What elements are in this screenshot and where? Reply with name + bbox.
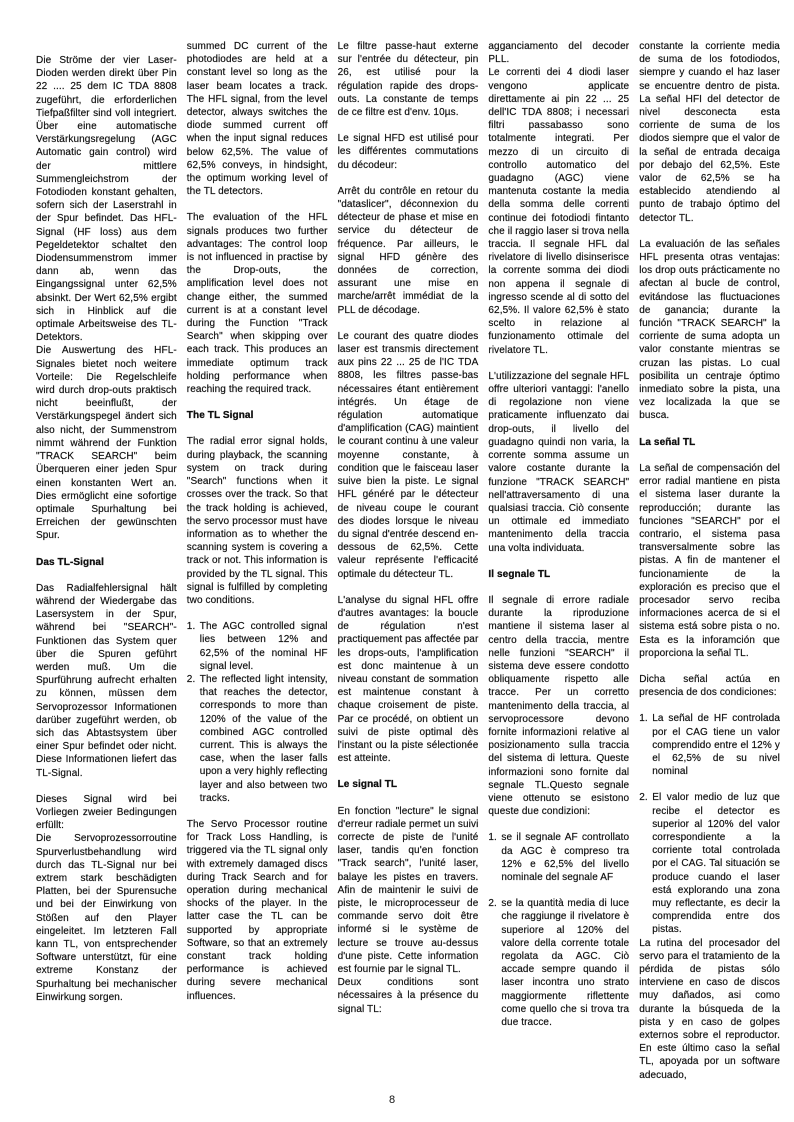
paragraph: Die Ströme der vier Laser-Dioden werden direkt über Pin 22 .... 25 dem IC TDA 8808 zugeführt, die erforderlichen Tiefpaßfilter sind voll integriert. Über eine automatische Verstärkungsregelung (AGC Automatic gain control) wird der mittlere Summengleichstrom der Fotodioden konstant gehalten, sofern sich der Laserstrahl in der Spur befindet. Das HFL-Signal (HF loss) aus dem Pegeldetektor schaltet den Diodensummenstrom immer dann ab, wenn das Eingangssignal unter 62,5% absinkt. Der Wert 62,5% ergibt sich in Hinblick auf die optimale Arbeitsweise des TL-Detektors. [36,55,177,344]
paragraph: agganciamento del decoder PLL. [488,41,630,66]
numbered-list-item [639,712,780,778]
page-number: 8 [388,1094,396,1106]
paragraph: Das Radialfehlersignal hält während der Wiedergabe das Lasersystem in der Spur, während bei "SEARCH"-Funktionen das System quer über die Spuren geführt werden muß. Um die Spurführung aufrecht erhalten zu können, müssen dem Servoprozessor Informationen darüber zugeführt werden, ob sich das Abtastsystem über einer Spur befindet oder nicht. Diese Informationen liefert das TL-Signal. [36,582,177,779]
paragraph: constante la corriente media de suma de los fotodiodos, siempre y cuando el haz laser se encuentre dentro de pista. La señal HFI del detector de nivel desconecta esta corriente de suma de los diodos siempre que el valor de la señal de entrada decaiga por debajo del 62,5%. Este valor de 62,5% se ha establecido atendiendo al punto de trabajo óptimo del detector TL. [639,41,780,224]
paragraph: Le courant des quatre diodes laser est transmis directement aux pins 22 ... 25 de l'IC TDA 8808, les filtres passe-bas nécessaires étant entièrement intégrés. Un étage de régulation automatique d'amplification (CAG) maintient le courant continu à une valeur moyenne constante, à condition que le faisceau laser suive bien la piste. Le signal HFL généré par le détecteur de niveau coupe le courant des diodes lorsque le niveau du signal d'entrée descend en-dessous de 62,5%. Cette valeur représente l'efficacité optimale du détecteur TL. [337,330,479,580]
paragraph: La evaluación de las señales HFL presenta otras ventajas: los drop outs prácticamente no afectan al bucle de control, evitándose las fluctuaciones de ganancia; durante la función "TRACK SEARCH" la corriente de suma adopta un valor constante mientras se cruzan las pistas. Lo cual posibilita un centraje óptimo inmediato sobre la pista, una vez localizada la que se busca. [639,238,780,422]
paragraph: Die Servoprozessorroutine Spurverlustbehandlung wird durch das TL-Signal nur bei extrem stark beschädigten Platten, bei der Spurensuche und bei der Einwirkung von Stößen auf den Player eingeleitet. Im letzteren Fall kann TL, von entsprechender Software unterstützt, für eine extreme Konstanz der Spurhaltung bei mechanischer Einwirkung sorgen. [36,833,177,1003]
section-heading: Das TL-Signal [36,556,104,568]
list-item-text: La señal de HF controlada por el CAG tiene un valor comprendido entre el 12% y el 62,5% de su nivel nominal [652,713,780,778]
list-item-number: 2. [639,792,648,804]
numbered-list-item [639,791,780,936]
paragraph: Dicha señal actúa en presencia de dos condiciones: [639,673,780,699]
list-item-text: The AGC controlled signal lies between 12% and 62,5% of the nominal HF signal level. [199,621,328,672]
list-item-number: 2. [488,898,497,910]
column-italian [488,40,629,1029]
list-item-number: 1. [639,713,648,725]
paragraph: En fonction "lecture" le signal d'erreur radiale permet un suivi correcte de piste de l'unité laser, tandis qu'en fonction "Track search", l'unité laser, balaye les pistes en travers. Afin de maintenir le suivi de piste, le microprocesseur de commande servo doit être informé si le système de lecture se trouve au-dessus d'une piste. Cette information est fournie par le signal TL. [337,805,479,975]
numbered-list-item [488,831,629,884]
numbered-list-item [187,620,328,673]
column-french [338,40,479,1016]
column-english [187,40,328,1003]
paragraph: La señal de compensación del error radial mantiene en pista el sistema laser durante la reproducción; durante las funciones "SEARCH" por el contrario, el sistema pasa transversalmente sobre las pistas. A fin de mantener el funcionamiente de la exploración es preciso que el procesador servo reciba informaciones acerca de si el sistema está sobre pista o no. Esta es la inforamción que proporciona la señal TL. [639,462,780,659]
paragraph: Il segnale di errore radiale durante la riproduzione mantiene il sistema laser al centro della traccia, mentre nelle funzioni "SEARCH" il sistema deve essere condotto obliquamente rispetto alle tracce. Per un corretto mantenimento della traccia, al servoprocessore devono fornite informazioni relative al posizionamento sulla traccia del sistema di lettura. Queste informazioni sono fornite dal segnale TL.Questo segnale viene ottenuto se esistono queste due condizioni: [488,594,630,818]
paragraph: Arrêt du contrôle en retour du "dataslicer", déconnexion du détecteur de phase et mise en service du détecteur de fréquence. Par ailleurs, le signal HFD génère des données de correction, assurant une mise en marche/arrêt immédiat de la PLL de décodage. [337,185,479,316]
numbered-list-item [488,897,629,1029]
list-item-text: El valor medio de luz que recibe el detector es superior al 120% del valor correspondiente a la corriente total controlada por el CAG. Tal situación se produce cuando el laser está explorando una zona muy reflectante, es decir la comprendida entre dos pistas. [652,792,780,936]
paragraph: The Servo Processor routine for Track Loss Handling, is triggered via the TL signal only with extremely damaged discs during Track Search and for operation during mechanical shocks of the player. In the latter case the TL can be supported by appropriate Software, so that an extremely constant track holding performance is achieved during severe mechanical influences. [186,818,328,1002]
paragraph: Dieses Signal wird bei Vorliegen zweier Bedingungen erfüllt: [36,793,177,832]
paragraph: L'utilizzazione del segnale HFL offre ulteriori vantaggi: l'anello di regolazione non viene praticamente influenzato dai drop-outs, il livello del guadagno quindi non varia, la corrente somma assume un valore costante durante la funzione "TRACK SEARCH" nell'attraversamento di una qualsiasi traccia. Ciò consente un ottimale ed immediato mantenimento della traccia una volta individuata. [488,370,630,554]
section-heading: Il segnale TL [488,568,551,580]
paragraph: Le correnti dei 4 diodi laser vengono applicate direttamente ai pin 22 ... 25 dell'IC TDA 8808; i necessari filtri passabasso sono totalmente integrati. Per mezzo di un circuito di controllo automatico del guadagno (AGC) viene mantenuta costante la media della somma delle correnti continue dei fotodiodi fintanto che il raggio laser si trova nella traccia. Il segnale HFL dal rivelatore di livello disinserisce la corrente somma dei diodi non appena il segnale di ingresso scende al di sotto del 62,5%. Il valore 62,5% è stato scelto in relazione al funzionamento ottimale del rivelatore TL. [488,67,630,356]
paragraph: Die Auswertung des HFL-Signales bietet noch weitere Vorteile: Die Regelschleife wird durch drop-outs praktisch nicht beeinflußt, der Verstärkungspegel ändert sich also nicht, der Summenstrom nimmt während der Funktion "TRACK SEARCH" beim Überqueren einer jeden Spur einen konstanten Wert an. Dies ermöglicht eine sofortige optimale Spurhaltung bei Erreichen der gewünschten Spur. [36,345,177,542]
section-heading: La señal TL [639,436,696,448]
list-item-text: The reflected light intensity, that reaches the detector, corresponds to more than 120% of the value of the combined AGC controlled current. This is always the case, when the laser falls upon a very highly reflecting layer and also between two tracks. [199,673,328,804]
paragraph: The evaluation of the HFL signals produces two further advantages: The control loop is not influenced in practise by the Drop-outs, the amplification level does not change either, the summed current is at a constant level during the Function "Track Search" when skipping over each track. This produces an immediate optimum track holding performance when reaching the required track. [186,212,328,396]
paragraph: The radial error signal holds, during playback, the scanning system on track during "Search" functions when it crosses over the track. So that the track holding is achieved, the servo processor must have information as to whether the scanning system is covering a track or not. This information is provided by the TL signal. This signal is fulfilled by completing two conditions. [186,436,328,606]
section-heading: Le signal TL [337,779,398,791]
paragraph: La rutina del procesador del servo para el tratamiento de la pérdida de pistas sólo interviene en caso de discos muy dañados, asi como durante la búsqueda de la pista y en caso de golpes externos sobre el reproductor. En este último caso la señal TL, apoyada por un software adecuado, [639,937,780,1081]
list-item-number: 1. [186,621,196,633]
paragraph: summed DC current of the photodiodes are held at a constant level so long as the laser beam locates a track. The HFL signal, from the level detector, always switches the diode summed current off when the input signal reduces below 62,5%. The value of 62,5% conveys, in hindsight, the optimum working level of the TL detectors. [186,41,328,198]
paragraph: Le signal HFD est utilisé pour les différentes commutations du décodeur: [337,133,479,171]
list-item-text: se la quantità media di luce che raggiunge il rivelatore è superiore al 120% del valore della corrente totale regolata da AGC. Ciò accade sempre quando il laser incontra uno strato maggiormente riflettente come quello che si trova tra due tracce. [501,898,630,1029]
column-spanish [639,40,780,1082]
numbered-list-item [187,673,328,805]
list-item-number: 2. [186,673,196,685]
list-item-number: 1. [488,832,497,844]
list-item-text: se il segnale AF controllato da AGC è compreso tra 12% e 62,5% del livello nominale del segnale AF [501,832,630,883]
paragraph: L'analyse du signal HFL offre d'autres avantages: la boucle de régulation n'est practiquement pas affectée par les drops-outs, l'amplification est donc maintenue à un niveau constant de sommation est maintenue constant à chaque croisement de piste. Par ce procédé, on obtient un suivi de piste optimal dès l'instant ou la piste sélectionée est atteinte. [337,594,479,765]
paragraph: Deux conditions sont nécessaires à la présence du signal TL: [337,977,479,1015]
paragraph: Le filtre passe-haut externe sur l'entrée du détecteur, pin 26, est utilisé pour la régulation rapide des drops-outs. La constante de temps de ce filtre est d'env. 10µs. [337,41,479,119]
column-german [36,40,177,1004]
section-heading: The TL Signal [186,410,254,422]
columns [36,40,780,1082]
